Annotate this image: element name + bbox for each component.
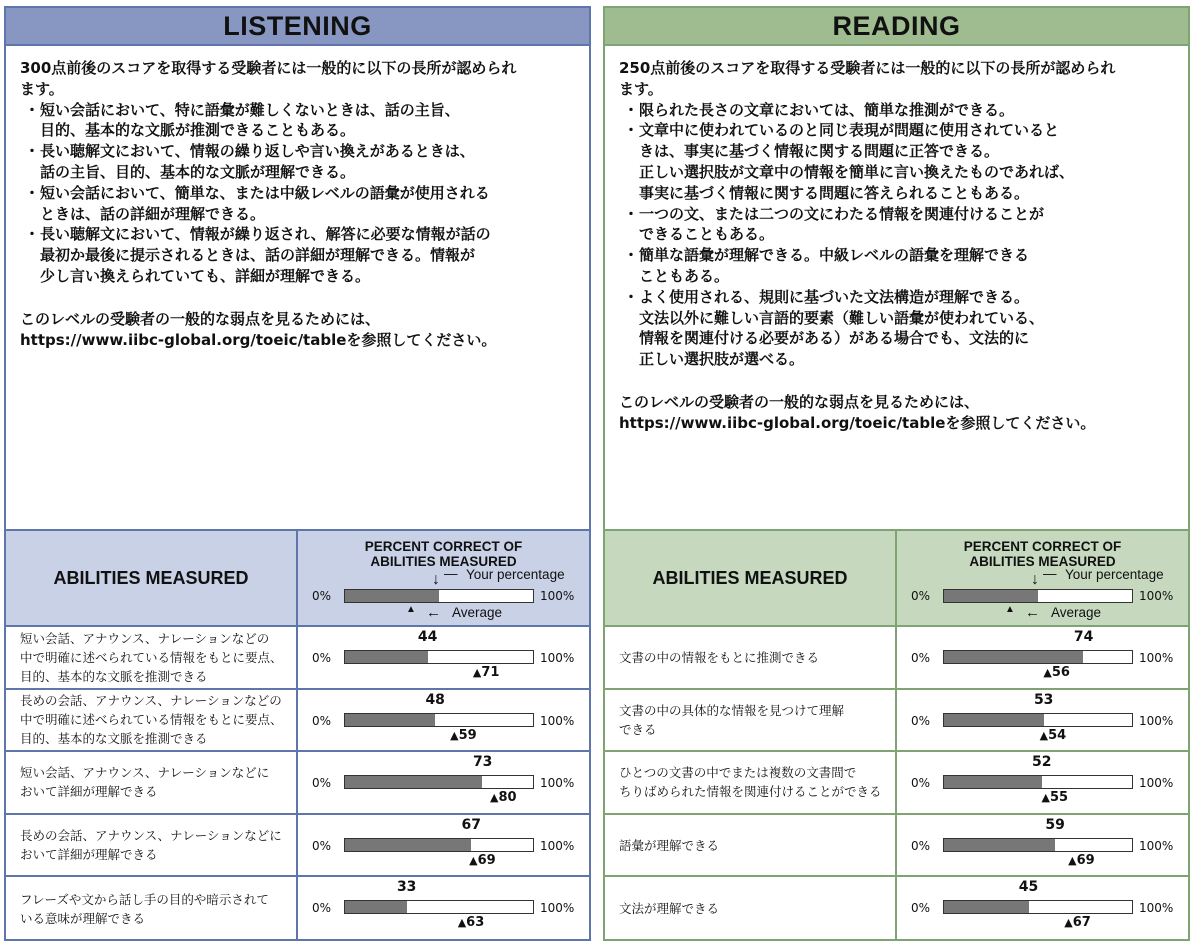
bullet-line: よく使用される、規則に基づいた文法構造が理解できる。: [639, 287, 1030, 306]
bullet-dot: ・: [623, 121, 639, 140]
bullet-line: 正しい選択肢が文章中の情報を簡単に言い換えたものであれば、: [639, 162, 1075, 181]
score-bar-track: [943, 838, 1133, 852]
ability-row: [605, 690, 1188, 753]
bullet-item: [20, 183, 579, 225]
ability-label-text: [20, 763, 269, 801]
average-triangle-icon: ▲: [1068, 853, 1077, 867]
bar-hundred-label: 100%: [540, 901, 575, 916]
bullet-text: [40, 183, 579, 225]
average-triangle-icon: ▲: [450, 728, 459, 742]
ability-label-line: フレーズや文から話し手の目的や暗示されて: [20, 891, 269, 907]
ability-label-line: ひとつの文書の中でまたは複数の文書間で: [619, 765, 857, 781]
bar-hundred-label: 100%: [540, 838, 575, 853]
bullet-text: [639, 245, 1178, 287]
average-value: 69: [1076, 852, 1095, 868]
ability-bar-cell: [298, 815, 589, 876]
score-bar-track: [943, 650, 1133, 664]
ability-label-text: [619, 701, 844, 739]
bar-hundred-label: 100%: [540, 776, 575, 791]
average-value: 59: [458, 727, 477, 743]
bullet-line: 一つの文、または二つの文にわたる情報を関連付けることが: [639, 204, 1045, 223]
bullet-line: 短い会話において、簡単な、または中級レベルの語彙が使用される: [40, 183, 490, 202]
your-score-value: 53: [1033, 691, 1054, 708]
legend-connector: —: [444, 566, 458, 581]
listening-panel: [4, 6, 591, 941]
ability-label-line: 短い会話、アナウンス、ナレーションなどに: [20, 765, 270, 781]
ability-label: [605, 627, 897, 688]
score-bar-fill: [944, 714, 1044, 726]
ability-label-line: 語彙が理解できる: [619, 837, 720, 853]
ability-label-line: 短い会話、アナウンス、ナレーションなどの: [20, 630, 270, 646]
bar-zero-label: 0%: [911, 713, 931, 728]
percent-correct-title: [298, 539, 589, 569]
score-bar-track: [344, 900, 534, 914]
ability-bar-cell: [897, 877, 1188, 940]
ability-label-line: おいて詳細が理解できる: [20, 847, 158, 863]
bar-zero-label: 0%: [312, 776, 332, 791]
score-bar-track: [344, 650, 534, 664]
percent-header-line-1: PERCENT CORRECT OF: [963, 539, 1122, 554]
ability-label: [605, 815, 897, 876]
ability-row: [6, 752, 589, 815]
legend-hundred-label: 100%: [540, 589, 575, 603]
reading-weakness-note: [619, 392, 1178, 434]
average-value: 67: [1072, 915, 1091, 931]
bullet-dot: ・: [24, 142, 40, 161]
bullet-item: [20, 100, 579, 142]
ability-label: [605, 690, 897, 751]
weakness-url-line: https://www.iibc-global.org/toeic/tableを参照してください。: [619, 413, 1096, 432]
listening-table-header: [6, 531, 589, 627]
ability-bar-cell: [897, 815, 1188, 876]
legend-bar-fill: [345, 590, 439, 602]
listening-rows: [6, 627, 589, 940]
bullet-text: [639, 287, 1178, 370]
bullet-text: [639, 100, 1178, 121]
bullet-text: [639, 120, 1178, 203]
legend-zero-label: 0%: [911, 589, 931, 603]
ability-label-text: [20, 629, 283, 686]
bullet-line: きは、事実に基づく情報に関する問題に正答できる。: [639, 142, 1000, 161]
bullet-line: 情報を関連付ける必要がある）がある場合でも、文法的に: [639, 329, 1030, 348]
bar-hundred-label: 100%: [540, 713, 575, 728]
your-score-value: 73: [472, 754, 493, 771]
reading-description: [605, 46, 1188, 531]
average-marker: [490, 790, 517, 805]
legend-connector: —: [1043, 566, 1057, 581]
ability-label-line: 長めの会話、アナウンス、ナレーションなどの: [20, 693, 282, 709]
ability-bar-cell: [897, 627, 1188, 688]
abilities-measured-header: ABILITIES MEASURED: [6, 531, 298, 625]
average-triangle-icon: ▲: [469, 853, 478, 867]
bar-hundred-label: 100%: [1139, 776, 1174, 791]
arrow-left-icon: ←: [426, 604, 441, 621]
ability-label: [6, 690, 298, 751]
bullet-line: 少し言い換えられていても、詳細が理解できる。: [40, 266, 371, 285]
ability-label-line: ちりばめられた情報を関連付けることができる: [619, 784, 882, 800]
average-marker-icon: ▲: [406, 604, 416, 615]
ability-label-line: 文書の中の情報をもとに推測できる: [619, 649, 820, 665]
average-triangle-icon: ▲: [1064, 916, 1073, 930]
bullet-item: [20, 224, 579, 286]
average-value: 54: [1048, 727, 1067, 743]
reading-title: READING: [605, 8, 1188, 46]
ability-label-line: 中で明確に述べられている情報をもとに要点、: [20, 712, 283, 728]
average-marker: [1042, 790, 1069, 805]
average-triangle-icon: ▲: [490, 791, 499, 805]
ability-label-line: いる意味が理解できる: [20, 910, 146, 926]
bullet-item: [619, 287, 1178, 370]
bar-hundred-label: 100%: [1139, 901, 1174, 916]
bullet-line: こともある。: [639, 266, 730, 285]
percent-header-line-1: PERCENT CORRECT OF: [364, 539, 523, 554]
bullet-dot: ・: [24, 183, 40, 202]
ability-row: [605, 877, 1188, 940]
average-value: 69: [477, 852, 496, 868]
listening-title: LISTENING: [6, 8, 589, 46]
bullet-line: 最初か最後に提示されるときは、話の詳細が理解できる。情報が: [40, 246, 476, 265]
average-triangle-icon: ▲: [1043, 666, 1052, 679]
bullet-line: 長い聴解文において、情報の繰り返しや言い換えがあるときは、: [40, 142, 475, 161]
bar-zero-label: 0%: [911, 651, 931, 665]
average-marker-icon: ▲: [1005, 604, 1015, 615]
bullet-line: 文章中に使われているのと同じ表現が問題に使用されていると: [639, 121, 1060, 140]
bullet-line: 簡単な語彙が理解できる。中級レベルの語彙を理解できる: [639, 246, 1030, 265]
legend-bar-track: [344, 589, 534, 603]
ability-bar-cell: [298, 690, 589, 751]
score-bar-fill: [345, 714, 435, 726]
weakness-line: このレベルの受験者の一般的な弱点を見るためには、: [20, 309, 381, 328]
ability-label: [6, 815, 298, 876]
percent-correct-header: [897, 531, 1188, 625]
average-triangle-icon: ▲: [1039, 728, 1049, 742]
ability-label-text: [619, 836, 719, 855]
bullet-dot: ・: [623, 287, 639, 306]
score-bar-fill: [944, 839, 1055, 851]
bar-zero-label: 0%: [312, 713, 332, 728]
bullet-item: [619, 100, 1178, 121]
score-bar-fill: [345, 776, 482, 788]
average-triangle-icon: ▲: [1041, 791, 1050, 805]
bar-zero-label: 0%: [911, 838, 931, 853]
bullet-line: ときは、話の詳細が理解できる。: [40, 204, 266, 223]
bullet-text: [639, 204, 1178, 246]
bullet-text: [40, 224, 579, 286]
your-score-value: 45: [1018, 879, 1039, 896]
bullet-line: 短い会話において、特に語彙が難しくないときは、話の主旨、: [40, 100, 460, 119]
bullet-dot: ・: [24, 100, 40, 119]
bullet-item: [619, 245, 1178, 287]
percent-correct-header: [298, 531, 589, 625]
legend-bar-fill: [944, 590, 1038, 602]
ability-label-line: 中で明確に述べられている情報をもとに要点、: [20, 649, 283, 665]
ability-row: [6, 815, 589, 878]
ability-label-text: [20, 890, 269, 928]
score-bar-fill: [944, 901, 1029, 913]
score-bar-track: [344, 775, 534, 789]
ability-row: [6, 690, 589, 753]
ability-label: [605, 877, 897, 940]
bar-hundred-label: 100%: [1139, 838, 1174, 853]
bullet-line: 事実に基づく情報に関する問題に答えられることもある。: [639, 183, 1030, 202]
ability-label-line: 文書の中の具体的な情報を見つけて理解: [619, 702, 845, 718]
reading-intro: 250点前後のスコアを取得する受験者には一般的に以下の長所が認められます。: [619, 59, 1116, 98]
abilities-measured-header: ABILITIES MEASURED: [605, 531, 897, 625]
bullet-item: [619, 204, 1178, 246]
score-bar-fill: [944, 776, 1042, 788]
ability-label: [6, 877, 298, 940]
bullet-line: 限られた長さの文章においては、簡単な推測ができる。: [639, 100, 1015, 119]
bullet-dot: ・: [623, 246, 639, 265]
ability-label-line: 長めの会話、アナウンス、ナレーションなどに: [20, 828, 282, 844]
listening-bullets: [20, 100, 579, 287]
legend-your-percentage: Your percentage: [466, 567, 565, 582]
weakness-url-line: https://www.iibc-global.org/toeic/tableを参照してください。: [20, 330, 497, 349]
listening-weakness-note: [20, 309, 579, 351]
ability-bar-cell: [298, 627, 589, 688]
bullet-line: できることもある。: [639, 225, 775, 244]
your-score-value: 44: [417, 629, 438, 645]
average-marker: [450, 728, 477, 743]
weakness-line: このレベルの受験者の一般的な弱点を見るためには、: [619, 392, 980, 411]
bar-zero-label: 0%: [312, 838, 332, 853]
ability-row: [605, 815, 1188, 878]
your-score-value: 67: [461, 816, 482, 833]
average-marker: [1064, 915, 1091, 930]
average-value: 80: [498, 790, 517, 806]
bar-zero-label: 0%: [911, 776, 931, 791]
ability-label-line: 文法が理解できる: [619, 901, 720, 917]
average-marker: [469, 853, 496, 868]
bar-hundred-label: 100%: [540, 651, 575, 665]
arrow-down-icon: ↓: [432, 571, 440, 588]
ability-label-text: [619, 899, 719, 918]
bar-zero-label: 0%: [312, 651, 332, 665]
bullet-line: 正しい選択肢が選べる。: [639, 350, 805, 369]
bullet-text: [40, 100, 579, 142]
reading-table-header: [605, 531, 1188, 627]
ability-label: [6, 627, 298, 688]
score-bar-track: [344, 838, 534, 852]
ability-bar-cell: [298, 877, 589, 940]
listening-intro: 300点前後のスコアを取得する受験者には一般的に以下の長所が認められます。: [20, 59, 517, 98]
average-triangle-icon: ▲: [472, 666, 482, 679]
reading-panel: [603, 6, 1190, 941]
ability-label-text: [20, 826, 282, 864]
ability-label: [6, 752, 298, 813]
your-score-value: 33: [396, 879, 417, 896]
score-bar-track: [344, 713, 534, 727]
reading-bullets: [619, 100, 1178, 370]
listening-description: [6, 46, 589, 531]
your-score-value: 52: [1032, 754, 1052, 771]
average-value: 63: [466, 915, 485, 931]
legend-average: Average: [452, 605, 503, 620]
score-bar-track: [943, 713, 1133, 727]
percent-header-line-2: ABILITIES MEASURED: [370, 554, 517, 569]
percent-correct-title: [897, 539, 1188, 569]
legend-your-percentage: Your percentage: [1065, 567, 1164, 582]
ability-label: [605, 752, 897, 813]
ability-row: [6, 627, 589, 690]
score-bar-track: [943, 775, 1133, 789]
bar-zero-label: 0%: [312, 901, 332, 916]
ability-label-line: 目的、基本的な文脈を推測できる: [20, 668, 208, 684]
ability-bar-cell: [897, 690, 1188, 751]
ability-row: [605, 752, 1188, 815]
average-marker: [1043, 665, 1070, 680]
average-triangle-icon: ▲: [457, 916, 467, 930]
average-marker: [458, 915, 485, 930]
bullet-line: 文法以外に難しい言語的要素（難しい語彙が使われている、: [639, 308, 1045, 327]
ability-label-text: [619, 763, 882, 801]
average-value: 56: [1051, 665, 1070, 680]
bullet-item: [20, 141, 579, 183]
arrow-down-icon: ↓: [1031, 571, 1039, 588]
bar-zero-label: 0%: [911, 901, 931, 916]
average-marker: [1068, 853, 1095, 868]
ability-label-line: おいて詳細が理解できる: [20, 784, 158, 800]
legend-average: Average: [1051, 605, 1102, 620]
average-marker: [1040, 728, 1067, 743]
your-score-value: 48: [425, 691, 445, 708]
bullet-dot: ・: [623, 204, 639, 223]
legend-zero-label: 0%: [312, 589, 332, 603]
arrow-left-icon: ←: [1025, 604, 1040, 621]
bullet-line: 長い聴解文において、情報が繰り返され、解答に必要な情報が話の: [40, 225, 491, 244]
your-score-value: 59: [1045, 816, 1065, 833]
ability-row: [6, 877, 589, 940]
bar-hundred-label: 100%: [1139, 651, 1174, 665]
ability-label-text: [20, 691, 283, 748]
score-bar-track: [943, 900, 1133, 914]
bullet-line: 話の主旨、目的、基本的な文脈が理解できる。: [40, 162, 356, 181]
score-bar-fill: [345, 901, 407, 913]
ability-label-line: できる: [619, 721, 657, 737]
ability-label-line: 目的、基本的な文脈を推測できる: [20, 731, 208, 747]
percent-header-line-2: ABILITIES MEASURED: [969, 554, 1116, 569]
score-bar-fill: [345, 839, 471, 851]
your-score-value: 74: [1073, 629, 1094, 645]
bullet-item: [619, 120, 1178, 203]
score-bar-fill: [345, 651, 428, 663]
reading-rows: [605, 627, 1188, 940]
average-marker: [473, 665, 500, 680]
legend-bar-track: [943, 589, 1133, 603]
bullet-line: 目的、基本的な文脈が推測できることもある。: [40, 121, 356, 140]
bullet-text: [40, 141, 579, 183]
ability-label-text: [619, 648, 819, 667]
average-value: 71: [481, 665, 500, 680]
bar-hundred-label: 100%: [1139, 713, 1174, 728]
legend-hundred-label: 100%: [1139, 589, 1174, 603]
ability-bar-cell: [298, 752, 589, 813]
ability-row: [605, 627, 1188, 690]
bullet-dot: ・: [623, 100, 639, 119]
ability-bar-cell: [897, 752, 1188, 813]
average-value: 55: [1049, 790, 1069, 806]
bullet-dot: ・: [24, 225, 40, 244]
score-bar-fill: [944, 651, 1083, 663]
